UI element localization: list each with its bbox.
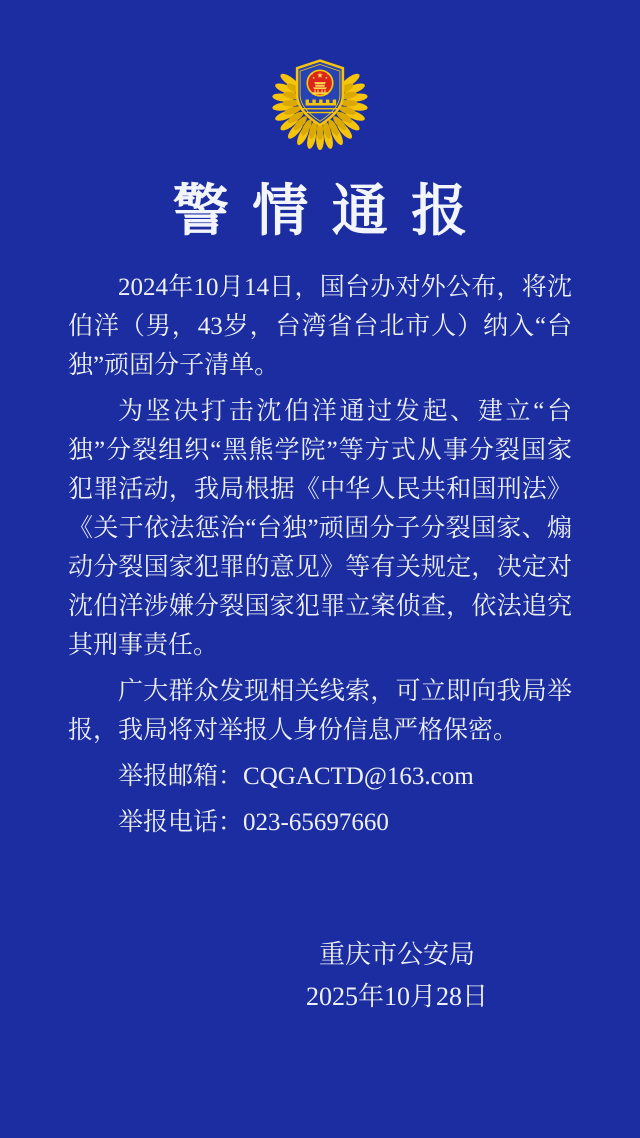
- issue-date: 2025年10月28日: [305, 982, 488, 1011]
- report-phone-value: 023-65697660: [243, 809, 389, 836]
- police-badge-icon: [264, 56, 376, 160]
- notice-title: 警情通报: [172, 181, 491, 243]
- issuing-authority: 重庆市公安局: [318, 940, 475, 969]
- paragraph-3: 广大群众发现相关线索，可立即向我局举报，我局将对举报人身份信息严格保密。: [68, 678, 572, 744]
- emblem-area: [0, 0, 640, 160]
- report-email-value: CQGACTD@163.com: [243, 763, 474, 790]
- report-email-label: 举报邮箱：: [118, 763, 244, 790]
- report-phone-label: 举报电话：: [118, 809, 244, 836]
- report-email-line: [68, 757, 572, 796]
- notice-body: [68, 268, 572, 842]
- paragraph-1: 2024年10月14日，国台办对外公布，将沈伯洋（男，43岁，台湾省台北市人）纳入“台独”顽固分子清单。: [68, 274, 572, 379]
- signature-block: [77, 934, 640, 1018]
- report-phone-line: [68, 803, 572, 842]
- paragraph-2: 为坚决打击沈伯洋通过发起、建立“台独”分裂组织“黑熊学院”等方式从事分裂国家犯罪活动，我局根据《中华人民共和国刑法》《关于依法惩治“台独”顽固分子分裂国家、煽动分裂国家犯罪的意见》等有关规定，决定对沈伯洋涉嫌分裂国家犯罪立案侦查，依法追究其刑事责任。: [68, 398, 572, 659]
